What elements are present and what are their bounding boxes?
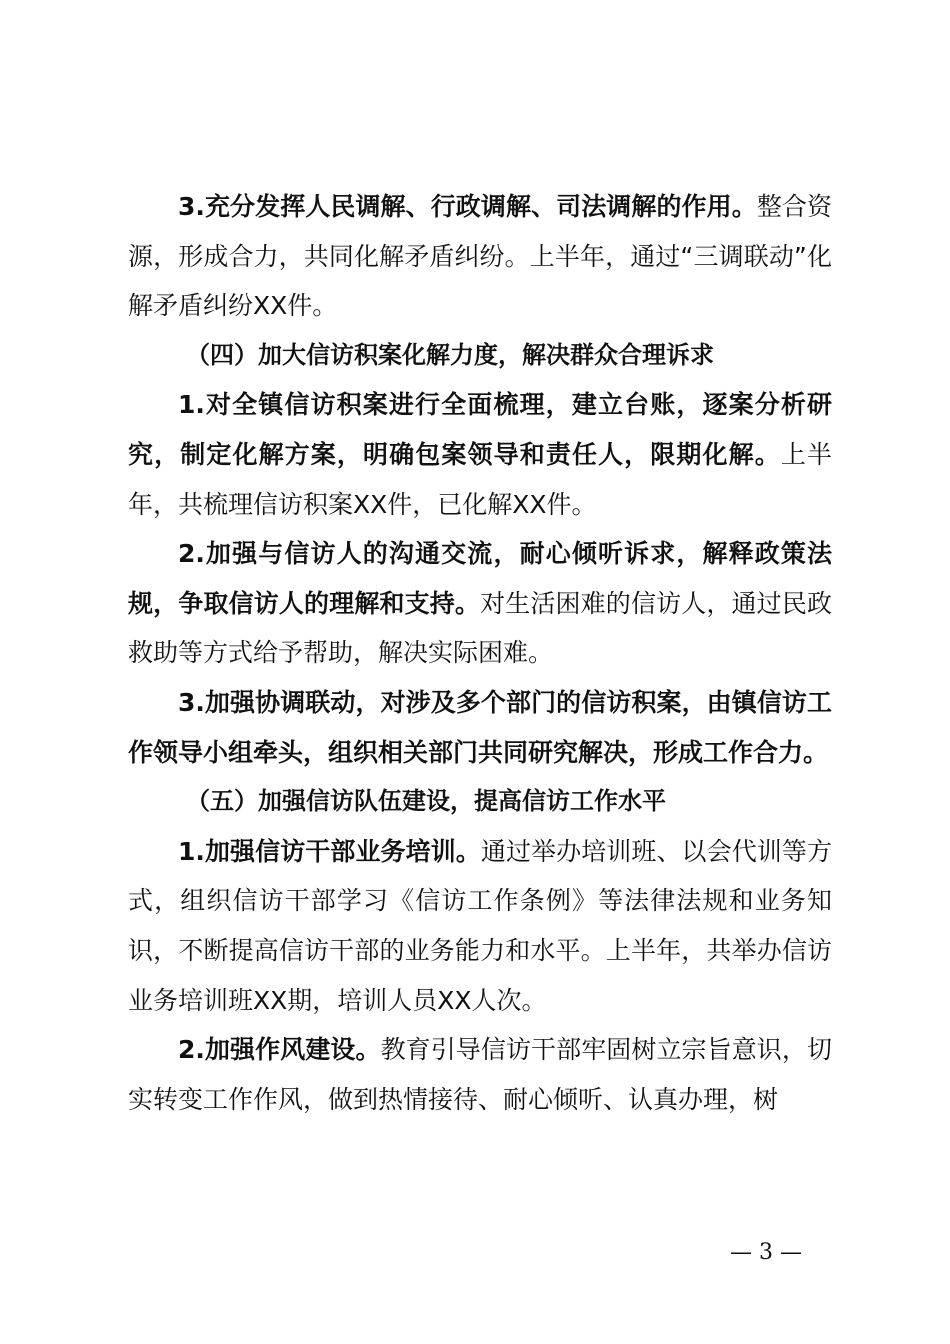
paragraph-text: 通过举办培训班、以会代训等方式，组织信访干部学习《信访工作条例》等法律法规和业务知识，不断提高信访干部的业务能力和水平。上半年，共举办信访业务培训班XX期，培训人员XX人次。 bbox=[128, 836, 832, 1015]
paragraph-text: 整合资源，形成合力，共同化解矛盾纠纷。上半年，通过“三调联动”化解矛盾纠纷XX件。 bbox=[128, 192, 832, 321]
paragraph-backlog-review bbox=[128, 380, 832, 529]
paragraph-text: 上半年，共梳理信访积案XX件，已化解XX件。 bbox=[128, 439, 832, 519]
paragraph-lead: 3.充分发挥人民调解、行政调解、司法调解的作用。 bbox=[178, 192, 757, 221]
paragraph-lead: 1.对全镇信访积案进行全面梳理，建立台账，逐案分析研究，制定化解方案，明确包案领导和责任人，限期化解。 bbox=[128, 390, 832, 469]
paragraph-text: 对生活困难的信访人，通过民政救助等方式给予帮助，解决实际困难。 bbox=[128, 588, 832, 668]
paragraph-text: 教育引导信访干部牢固树立宗旨意识，切实转变工作作风，做到热情接待、耐心倾听、认真办理，树 bbox=[128, 1035, 832, 1114]
paragraph-lead: 2.加强作风建设。 bbox=[178, 1035, 381, 1065]
paragraph-communication bbox=[128, 529, 832, 678]
paragraph-lead: 3.加强协调联动，对涉及多个部门的信访积案，由镇信访工作领导小组牵头，组织相关部门共同研究解决，形成工作合力。 bbox=[128, 687, 832, 767]
section-heading-4: （四）加大信访积案化解力度，解决群众合理诉求 bbox=[186, 340, 714, 369]
document-body bbox=[128, 182, 832, 1124]
paragraph-work-style bbox=[128, 1025, 832, 1124]
page-number: — 3 — bbox=[730, 1240, 802, 1265]
paragraph-mediation bbox=[128, 182, 832, 331]
paragraph-lead: 2.加强与信访人的沟通交流，耐心倾听诉求，解释政策法规，争取信访人的理解和支持。 bbox=[128, 539, 832, 618]
paragraph-lead: 1.加强信访干部业务培训。 bbox=[178, 836, 481, 866]
paragraph-coordination bbox=[128, 678, 832, 777]
paragraph-training bbox=[128, 827, 832, 1025]
section-heading-5: （五）加强信访队伍建设，提高信访工作水平 bbox=[186, 787, 666, 816]
